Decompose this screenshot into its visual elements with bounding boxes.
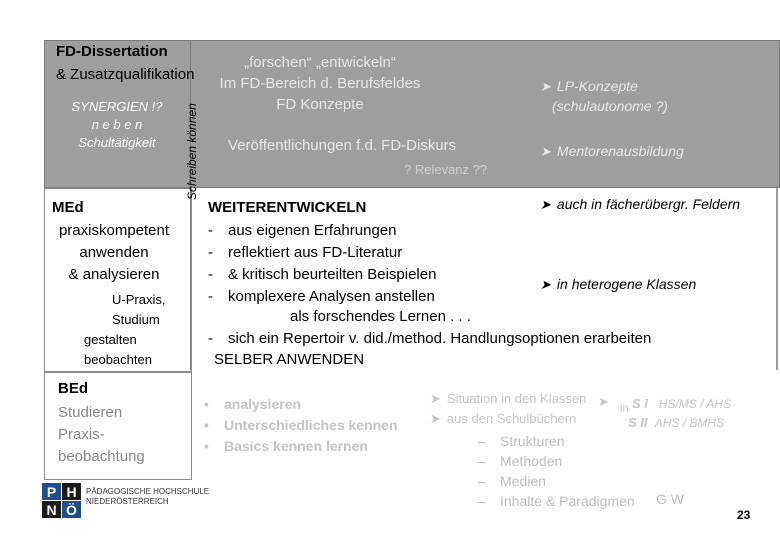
med-line: praxiskompetent (58, 222, 170, 239)
repertoir-item: - sich ein Repertoir v. did./method. Handlungsoptionen erarbeiten (208, 330, 652, 347)
middle-list-item: - komplexere Analysen anstellen (208, 288, 435, 305)
middle-list-item: - reflektiert aus FD-Literatur (208, 244, 403, 261)
bed-line: Studieren (58, 404, 123, 421)
med-sub-line: Studium (112, 312, 160, 327)
publications-text: Veröffentlichungen f.d. FD-Diskurs (228, 137, 457, 154)
schulautonome-label: (schulautonome ?) (552, 98, 668, 114)
med-sub-line: U-Praxis, (112, 292, 166, 307)
vertical-label: Schreiben können (185, 103, 199, 200)
arrow-bullet-icon: ➤ (430, 411, 441, 426)
logo-letter: N (42, 501, 61, 518)
right-divider (776, 188, 778, 370)
med-lines (44, 220, 184, 286)
middle-list-item: - & kritisch beurteilten Beispielen (208, 266, 437, 283)
dash-list-item: – Inhalte & Paradigmen (478, 493, 635, 509)
gw-label: G W (656, 491, 684, 507)
center-line: „forschen“ „entwickeln“ (244, 54, 396, 71)
bottom-bullet: • Unterschiedliches kennen (204, 417, 398, 433)
dash-list-item: – Strukturen (478, 433, 565, 449)
s2-row: S II AHS / BMHS (628, 415, 725, 430)
dash-list-item: – Medien (478, 473, 546, 489)
page-number: 23 (737, 508, 751, 522)
synergien-line: Schultätigkeit (78, 135, 156, 150)
bed-heading: BEd (58, 380, 88, 397)
mentoren-item (540, 143, 684, 160)
logo-grid (42, 483, 81, 518)
relevanz-text: ? Relevanz ?? (404, 162, 488, 177)
bed-line: Praxis- (58, 426, 105, 443)
arrow-bullet-icon: ➤ (540, 79, 551, 94)
top-title-line1: FD-Dissertation (56, 43, 168, 60)
bed-lines (58, 402, 145, 468)
middle-list (208, 220, 436, 308)
column-divider (190, 40, 191, 370)
arrow-bullet-icon: ➤ (540, 197, 551, 212)
logo-letter: P (42, 483, 61, 500)
dash-list (478, 431, 635, 511)
dash-list-item: – Methoden (478, 453, 563, 469)
arrow-bullet-icon: ➤ (540, 144, 551, 159)
arrow-bullet-icon: ➤ (430, 391, 441, 406)
repertoir-text: sich ein Repertoir v. did./method. Handlungsoptionen erarbeiten (228, 330, 652, 347)
center-line: Im FD-Bereich d. Berufsfeldes (219, 75, 421, 92)
med-sub-line: gestalten (84, 332, 137, 347)
weiterentwickeln-title: WEITERENTWICKELN (208, 199, 367, 216)
med-sub-line: beobachten (84, 352, 152, 367)
faecheruebergr-item: ➤ auch in fächerübergr. Feldern (540, 196, 741, 212)
center-line: FD Konzepte (276, 96, 364, 113)
logo-name: PÄDAGOGISCHE HOCHSCHULE NIEDERÖSTERREICH (86, 487, 210, 506)
med-line: anwenden (79, 244, 149, 261)
bottom-bullet: • Basics kennen lernen (204, 438, 368, 454)
logo-letter: H (62, 483, 81, 500)
med-sub-lines (84, 290, 165, 370)
synergien-block (62, 98, 172, 152)
med-line: & analysieren (68, 266, 160, 283)
lp-konzepte-label: LP-Konzepte (556, 78, 638, 94)
arrow-bullet-icon: ➤ (540, 277, 551, 292)
selber-anwenden: SELBER ANWENDEN (214, 351, 365, 368)
logo-letter: Ö (62, 501, 81, 518)
middle-list-item: - aus eigenen Erfahrungen (208, 222, 397, 239)
center-block (210, 52, 430, 115)
top-title-line2: & Zusatzqualifikation (56, 66, 195, 83)
arrow-bullet-icon: ➤ (598, 394, 609, 409)
schulbuecher-item: ➤ aus den Schulbüchern (430, 411, 577, 426)
mentoren-label: Mentorenausbildung (556, 143, 684, 159)
ph-logo (42, 483, 210, 518)
med-heading: MEd (52, 199, 84, 216)
forschend-text: als forschendes Lernen . . . (290, 308, 471, 325)
lp-konzepte-item (540, 78, 638, 95)
s1-row: S I HS/MS / AHS (632, 396, 731, 411)
synergien-line: n e b e n (91, 117, 143, 132)
heterogen-item: ➤ in heterogene Klassen (540, 276, 697, 292)
bed-line: beobachtung (58, 448, 145, 465)
bottom-bullets (204, 394, 398, 457)
in-label: in (620, 403, 629, 415)
synergien-line: SYNERGIEN !? (71, 99, 163, 114)
bottom-bullet: • analysieren (204, 396, 302, 412)
situation-item: ➤ Situation in den Klassen (430, 391, 587, 406)
